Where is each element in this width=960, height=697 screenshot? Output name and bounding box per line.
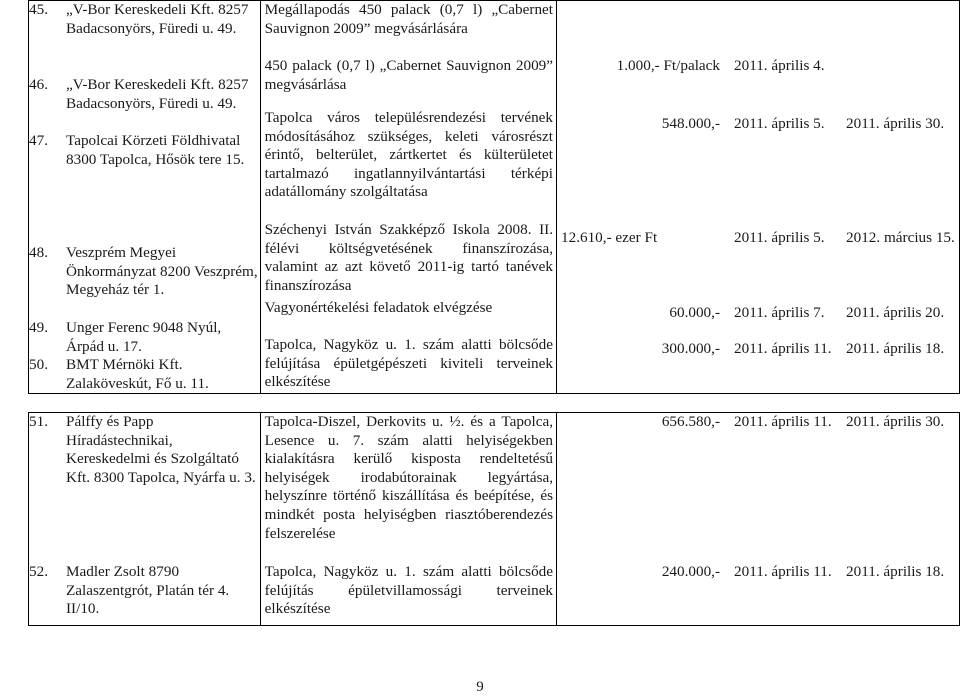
table-row [557,57,959,115]
party-name: Pálffy és Papp Híradástechnikai, Kereskedelmi és Szolgáltató Kft. 8300 Tapolca, Nyárfa u. 3. [66,413,256,486]
end-date: 2011. április 18. [846,563,945,580]
party-name: Veszprém Megyei Önkormányzat 8200 Veszprém, Megyeház tér 1. [66,244,258,299]
party-name: BMT Mérnöki Kft. Zalaköveskút, Fő u. 11. [66,356,209,392]
start-date: 2011. április 11. [734,563,832,580]
table-row [557,229,959,304]
contract-subject: Vagyonértékelési feladatok elvégzése [264,299,493,316]
end-date: 2011. április 18. [846,340,945,357]
party-name: Unger Ferenc 9048 Nyúl, Árpád u. 17. [66,319,222,355]
table-row [557,413,959,563]
end-date: 2011. április 30. [846,413,945,430]
end-date: 2012. március 15. [846,229,955,246]
row-number: 47. [29,132,48,149]
table-row [29,356,260,393]
table-row [29,413,260,563]
table-row [29,244,260,319]
row-number: 46. [29,76,48,93]
contract-subject: 450 palack (0,7 l) „Cabernet Sauvignon 2009” megvásárlása [264,57,553,93]
party-name: Madler Zsolt 8790 Zalaszentgrót, Platán tér 4. II/10. [66,563,230,618]
table-row [557,563,959,582]
party-name: Tapolcai Körzeti Földhivatal 8300 Tapolca, Hősök tere 15. [66,132,245,168]
names-cell [29,413,261,626]
contracts-table-2 [28,412,960,626]
row-number: 48. [29,244,48,261]
start-date: 2011. április 5. [734,115,825,132]
party-name: „V-Bor Kereskedeli Kft. 8257 Badacsonyörs, Füredi u. 49. [66,76,249,112]
row-number: 51. [29,413,48,430]
amounts-cell [557,413,960,626]
row-number: 52. [29,563,48,580]
row-number: 49. [29,319,48,336]
names-cell [29,1,261,394]
table-row [29,563,260,619]
end-date: 2011. április 30. [846,115,945,132]
start-date: 2011. április 4. [734,57,825,74]
amount: 1.000,- Ft/palack [616,57,720,74]
party-name: „V-Bor Kereskedeli Kft. 8257 Badacsonyörs, Füredi u. 49. [66,1,249,37]
contract-subject: Tapolca, Nagyköz u. 1. szám alatti bölcsőde felújítása épületgépészeti kiviteli terveinek elkészítése [264,336,553,391]
contract-subject: Széchenyi István Szakképző Iskola 2008. II. félévi költségvetésének finanszírozása, valamint az azt követő 2011-ig tartó tanévek finanszírozása [264,221,553,294]
amount: 656.580,- [661,413,721,430]
amount: 300.000,- [661,340,720,357]
contract-subject: Megállapodás 450 palack (0,7 l) „Cabernet Sauvignon 2009” megvásárlására [264,1,553,37]
start-date: 2011. április 5. [734,229,825,246]
subjects-cell [260,1,556,394]
table-row [557,340,959,359]
row-number: 50. [29,356,48,373]
amount: 60.000,- [669,304,720,321]
table-row [29,132,260,244]
amount: 548.000,- [661,115,720,132]
start-date: 2011. április 11. [734,413,832,430]
start-date: 2011. április 11. [734,340,832,357]
table-row [557,304,959,340]
end-date: 2011. április 20. [846,304,945,321]
table-row [557,115,959,229]
table-row [29,76,260,132]
page-number: 9 [476,679,484,695]
contract-subject: Tapolca, Nagyköz u. 1. szám alatti bölcsőde felújítás épületvillamossági terveinek elkészítése [264,563,554,618]
contracts-table-1 [28,0,960,394]
amount: 240.000,- [661,563,721,580]
contract-subject: Tapolca város településrendezési tervének módosításához szükséges, keleti városrészt érintő, belterület, zártkertet és külterületet tartalmazó ingatlannyilvántartási térképi adatállomány szolgáltatása [264,109,553,201]
start-date: 2011. április 7. [734,304,825,321]
contract-subject: Tapolca-Diszel, Derkovits u. ½. és a Tapolca, Lesence u. 7. szám alatti helyiségekben kialakításra kerülő kisposta rendeltetésű helyiségek irodabútorainak legyártása, helyszínre történő kiszállítása és beépítése, és mindkét posta helyiségben riasztóberendezés felszerelése [264,413,554,542]
table-row [29,1,260,76]
table-row [29,319,260,356]
amount: 12.610,- ezer Ft [561,229,658,246]
amounts-cell [557,1,960,394]
subjects-cell [260,413,556,626]
row-number: 45. [29,1,48,18]
